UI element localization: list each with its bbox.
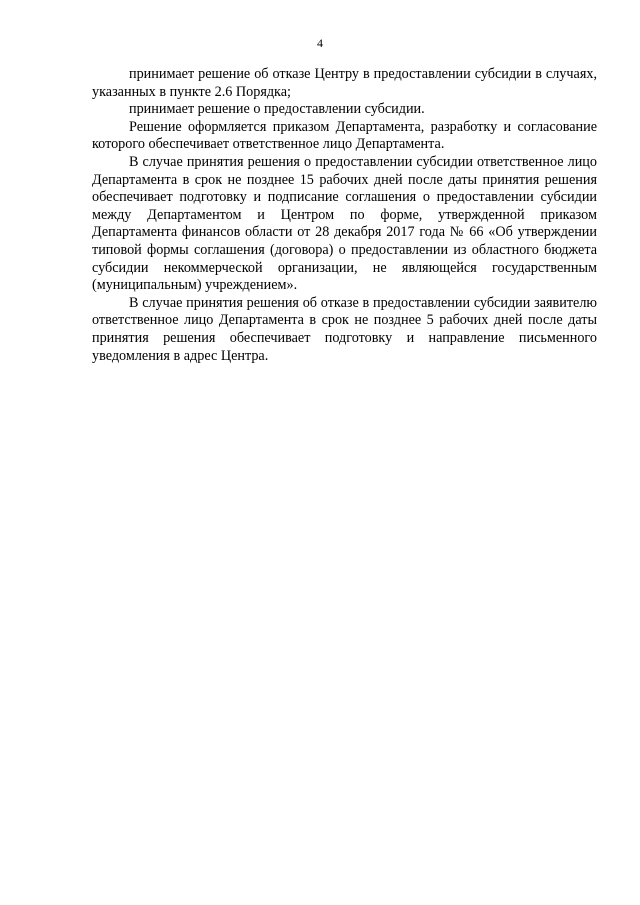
page-number: 4	[317, 36, 323, 50]
paragraph-decision-order: Решение оформляется приказом Департамента, разработку и согласование которого обеспечивает ответственное лицо Департамента.	[92, 118, 597, 153]
paragraph-agreement-signing: В случае принятия решения о предоставлении субсидии ответственное лицо Департамента в срок не позднее 15 рабочих дней после даты принятия решения обеспечивает подготовку и подписание соглашения о предоставлении субсидии между Департаментом и Центром по форме, утвержденной приказом Департамента финансов области от 28 декабря 2017 года № 66 «Об утверждении типовой формы соглашения (договора) о предоставлении из областного бюджета субсидии некоммерческой организации, не являющейся государственным (муниципальным) учреждением».	[92, 153, 597, 294]
paragraph-grant-decision: принимает решение о предоставлении субсидии.	[129, 101, 425, 118]
paragraph-refusal-decision: принимает решение об отказе Центру в предоставлении субсидии в случаях, указанных в пункте 2.6 Порядка;	[92, 66, 597, 100]
document-body	[92, 66, 597, 365]
paragraph-refusal-notification: В случае принятия решения об отказе в предоставлении субсидии заявителю ответственное лицо Департамента в срок не позднее 5 рабочих дней после даты принятия решения обеспечивает подготовку и направление письменного уведомления в адрес Центра.	[92, 294, 597, 364]
